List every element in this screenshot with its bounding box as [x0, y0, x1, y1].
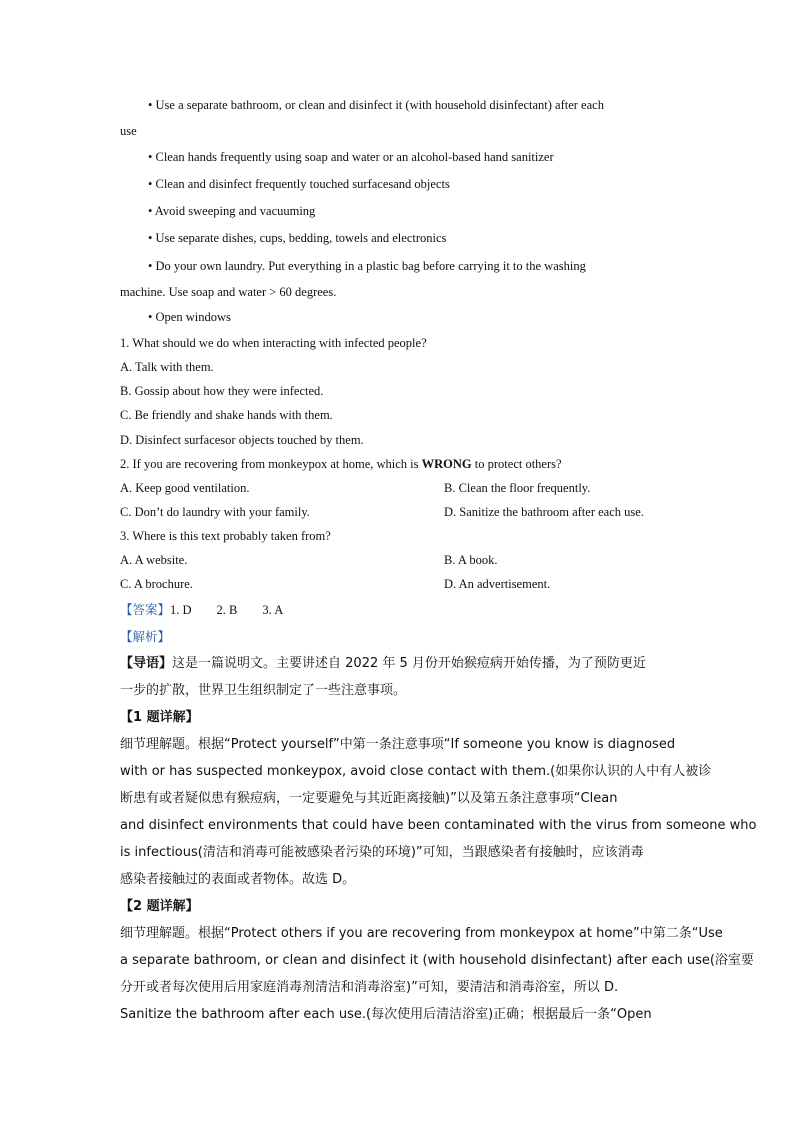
question-3-stem: 3. Where is this text probably taken from? — [120, 529, 331, 543]
detail-1-section — [120, 704, 757, 893]
bullet-continuation: use — [120, 124, 137, 138]
bullet-item: • Use separate dishes, cups, bedding, towels and electronics — [148, 231, 447, 245]
detail-1-line: 断患有或者疑似患有猴痘病，一定要避免与其近距离接触)”以及第五条注意事项“Clean — [120, 791, 618, 806]
bullet-item: • Clean and disinfect frequently touched surfacesand objects — [148, 177, 450, 191]
q3-option-b: B. A book. — [444, 553, 498, 567]
q2-option-a: A. Keep good ventilation. — [120, 481, 250, 495]
detail-2-line: 分开或者每次使用后用家庭消毒剂清洁和消毒浴室)”可知，要清洁和消毒浴室，所以 D. — [120, 980, 619, 995]
guide-label: 【导语】 — [120, 656, 173, 671]
analysis-label: 【解析】 — [120, 629, 171, 644]
detail-1-line: is infectious(清洁和消毒可能被感染者污染的环境)”可知，当跟感染者有接触时，应该消毒 — [120, 845, 644, 860]
guide-text-1: 这是一篇说明文。主要讲述自 2022 年 5 月份开始猴痘病开始传播，为了预防更近 — [172, 656, 646, 671]
detail-2-label: 【2 题详解】 — [120, 899, 199, 914]
detail-2-line: 细节理解题。根据“Protect others if you are recovering from monkeypox at home”中第二条“Use — [120, 926, 723, 941]
bullet-item: • Open windows — [148, 310, 231, 324]
q2-stem-post: to protect others? — [471, 457, 562, 471]
bullet-item: • Clean hands frequently using soap and water or an alcohol-based hand sanitizer — [148, 150, 554, 164]
q1-option-d: D. Disinfect surfacesor objects touched by them. — [120, 433, 364, 447]
q1-option-b: B. Gossip about how they were infected. — [120, 384, 324, 398]
bullet-item: • Avoid sweeping and vacuuming — [148, 204, 316, 218]
detail-1-label: 【1 题详解】 — [120, 710, 199, 725]
q3-option-c: C. A brochure. — [120, 577, 193, 591]
detail-1-line: 细节理解题。根据“Protect yourself”中第一条注意事项“If someone you know is diagnosed — [120, 737, 676, 752]
q3-option-d: D. An advertisement. — [444, 577, 551, 591]
guide-line-1 — [120, 650, 680, 677]
bullet-item: • Do your own laundry. Put everything in a plastic bag before carrying it to the washing — [148, 259, 586, 273]
bullet-continuation: machine. Use soap and water > 60 degrees. — [120, 285, 337, 299]
guide-paragraph — [120, 650, 680, 704]
q2-stem-pre: 2. If you are recovering from monkeypox at home, which is — [120, 457, 422, 471]
detail-2-line: a separate bathroom, or clean and disinfect it (with household disinfectant) after each use(浴室要 — [120, 953, 754, 968]
answer-text: 1. D 2. B 3. A — [170, 603, 284, 617]
bullet-item: • Use a separate bathroom, or clean and disinfect it (with household disinfectant) after each — [148, 98, 604, 112]
q2-stem-bold: WRONG — [421, 457, 472, 471]
question-2-stem — [120, 456, 562, 472]
question-1-stem: 1. What should we do when interacting with infected people? — [120, 336, 427, 350]
answer-line — [120, 602, 283, 618]
q1-option-a: A. Talk with them. — [120, 360, 214, 374]
detail-1-line: with or has suspected monkeypox, avoid close contact with them.(如果你认识的人中有人被诊 — [120, 764, 712, 779]
q1-option-c: C. Be friendly and shake hands with them. — [120, 408, 333, 422]
detail-1-line: 感染者接触过的表面或者物体。故选 D。 — [120, 872, 356, 887]
detail-2-section — [120, 893, 754, 1028]
guide-line-2: 一步的扩散，世界卫生组织制定了一些注意事项。 — [120, 683, 407, 698]
detail-2-line: Sanitize the bathroom after each use.(每次使用后清洁浴室)正确；根据最后一条“Open — [120, 1007, 652, 1022]
answer-label: 【答案】 — [120, 602, 171, 617]
q3-option-a: A. A website. — [120, 553, 188, 567]
detail-1-line: and disinfect environments that could have been contaminated with the virus from someone who — [120, 818, 757, 833]
q2-option-c: C. Don’t do laundry with your family. — [120, 505, 310, 519]
q2-option-d: D. Sanitize the bathroom after each use. — [444, 505, 644, 519]
q2-option-b: B. Clean the floor frequently. — [444, 481, 591, 495]
